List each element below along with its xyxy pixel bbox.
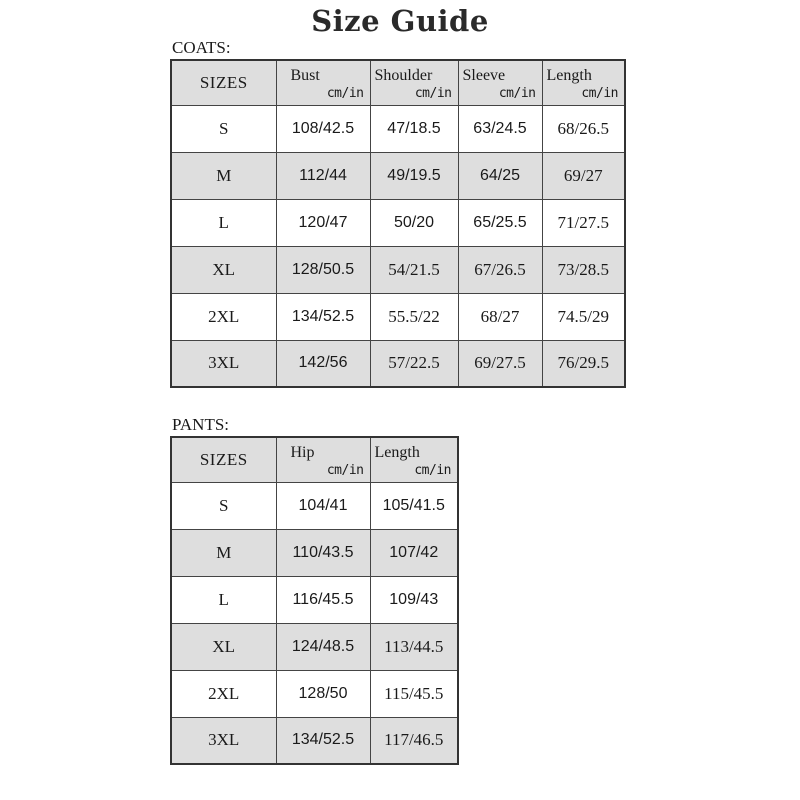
bust-cell: 134/52.5: [276, 293, 370, 340]
pants-header-sizes: SIZES: [171, 437, 276, 482]
table-row: [171, 623, 458, 670]
coats-header-sizes: SIZES: [171, 60, 276, 105]
sleeve-cell: 63/24.5: [458, 105, 542, 152]
length-cell: 109/43: [370, 576, 458, 623]
pants-size-table: [170, 436, 459, 765]
bust-cell: 120/47: [276, 199, 370, 246]
sleeve-cell: 69/27.5: [458, 340, 542, 387]
size-cell: 3XL: [171, 717, 276, 764]
coats-size-table: [170, 59, 626, 388]
pants-header-hip: [276, 437, 370, 482]
hip-cell: 128/50: [276, 670, 370, 717]
bust-cell: 142/56: [276, 340, 370, 387]
shoulder-cell: 57/22.5: [370, 340, 458, 387]
bust-cell: 128/50.5: [276, 246, 370, 293]
table-row: [171, 670, 458, 717]
length-cell: 107/42: [370, 529, 458, 576]
shoulder-cell: 54/21.5: [370, 246, 458, 293]
size-cell: 2XL: [171, 670, 276, 717]
size-cell: 2XL: [171, 293, 276, 340]
pants-header-row: [171, 437, 458, 482]
hip-cell: 134/52.5: [276, 717, 370, 764]
length-cell: 113/44.5: [370, 623, 458, 670]
coats-header-bust-unit: cm/in: [326, 85, 364, 101]
coats-header-shoulder-name: Shoulder: [374, 67, 433, 84]
table-row: [171, 482, 458, 529]
coats-header-row: [171, 60, 625, 105]
size-cell: S: [171, 482, 276, 529]
table-row: [171, 199, 625, 246]
table-row: [171, 340, 625, 387]
pants-header-length-unit: cm/in: [414, 462, 451, 478]
sleeve-cell: 68/27: [458, 293, 542, 340]
shoulder-cell: 55.5/22: [370, 293, 458, 340]
length-cell: 69/27: [542, 152, 625, 199]
length-cell: 117/46.5: [370, 717, 458, 764]
hip-cell: 110/43.5: [276, 529, 370, 576]
table-row: [171, 529, 458, 576]
coats-header-sleeve-unit: cm/in: [498, 85, 536, 101]
hip-cell: 116/45.5: [276, 576, 370, 623]
pants-header-length: [370, 437, 458, 482]
size-cell: S: [171, 105, 276, 152]
table-row: [171, 576, 458, 623]
bust-cell: 112/44: [276, 152, 370, 199]
coats-header-bust-name: Bust: [290, 67, 320, 84]
shoulder-cell: 49/19.5: [370, 152, 458, 199]
coats-header-length-name: Length: [546, 67, 592, 84]
size-cell: XL: [171, 246, 276, 293]
length-cell: 74.5/29: [542, 293, 625, 340]
length-cell: 71/27.5: [542, 199, 625, 246]
pants-header-hip-unit: cm/in: [326, 462, 364, 478]
coats-header-length-unit: cm/in: [581, 85, 618, 101]
coats-header-sleeve-name: Sleeve: [462, 67, 506, 84]
coats-section-label: COATS:: [172, 38, 231, 57]
size-cell: M: [171, 529, 276, 576]
table-row: [171, 246, 625, 293]
coats-header-shoulder: [370, 60, 458, 105]
length-cell: 115/45.5: [370, 670, 458, 717]
table-row: [171, 152, 625, 199]
shoulder-cell: 47/18.5: [370, 105, 458, 152]
pants-section-label: PANTS:: [172, 415, 230, 434]
length-cell: 73/28.5: [542, 246, 625, 293]
sleeve-cell: 64/25: [458, 152, 542, 199]
coats-header-sleeve: [458, 60, 542, 105]
sleeve-cell: 65/25.5: [458, 199, 542, 246]
hip-cell: 104/41: [276, 482, 370, 529]
size-cell: L: [171, 199, 276, 246]
pants-header-hip-name: Hip: [290, 444, 315, 461]
pants-header-length-name: Length: [374, 444, 420, 461]
coats-header-shoulder-unit: cm/in: [414, 85, 452, 101]
size-cell: XL: [171, 623, 276, 670]
table-row: [171, 293, 625, 340]
length-cell: 105/41.5: [370, 482, 458, 529]
page-title: Size Guide: [311, 4, 489, 38]
length-cell: 76/29.5: [542, 340, 625, 387]
table-row: [171, 105, 625, 152]
size-cell: 3XL: [171, 340, 276, 387]
coats-header-length: [542, 60, 625, 105]
bust-cell: 108/42.5: [276, 105, 370, 152]
size-cell: M: [171, 152, 276, 199]
length-cell: 68/26.5: [542, 105, 625, 152]
shoulder-cell: 50/20: [370, 199, 458, 246]
size-cell: L: [171, 576, 276, 623]
hip-cell: 124/48.5: [276, 623, 370, 670]
coats-header-bust: [276, 60, 370, 105]
sleeve-cell: 67/26.5: [458, 246, 542, 293]
table-row: [171, 717, 458, 764]
